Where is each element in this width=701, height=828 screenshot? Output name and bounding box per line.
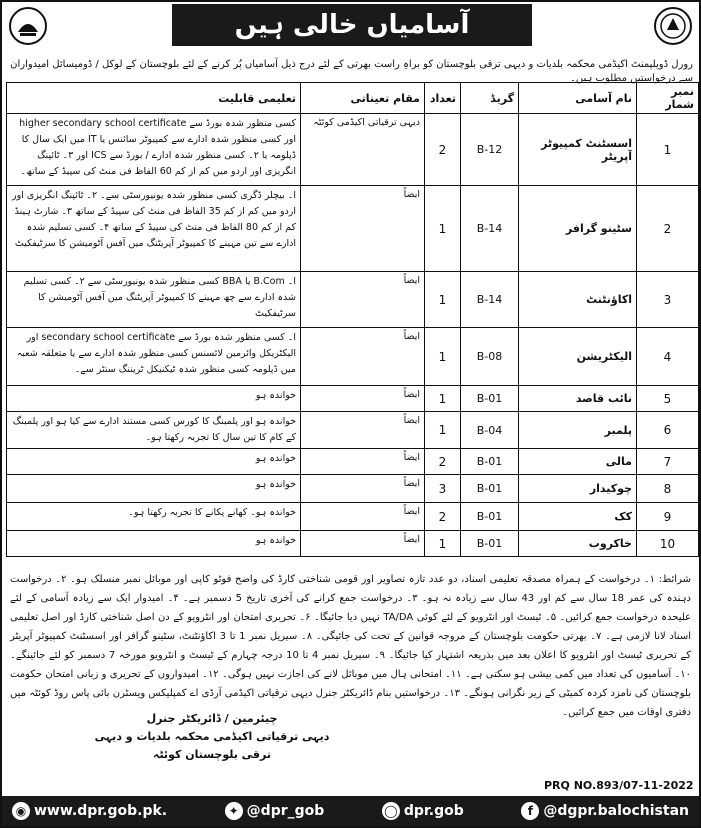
cell-serial: 4 bbox=[637, 328, 699, 386]
facebook-link[interactable] bbox=[521, 802, 689, 820]
cell-grade: B-14 bbox=[461, 186, 519, 272]
cell-place: ایضاً bbox=[301, 328, 425, 386]
table-row bbox=[7, 186, 699, 272]
cell-serial: 6 bbox=[637, 412, 699, 449]
cell-grade: B-14 bbox=[461, 272, 519, 328]
intro-text: رورل ڈویلپمنٹ اکیڈمی محکمہ بلدیات و دیہی ترقی بلوچستان کو براہِ راست بھرتی کے لئے درج ذیل آسامیاں پُر کرنے کے لئے بلوچستان کے لوکل / ڈومیسائل امیدواران سے درخواستیں مطلوب ہیں۔ bbox=[10, 59, 693, 84]
cell-place: دیہی ترقیاتی اکیڈمی کوئٹہ bbox=[301, 114, 425, 186]
cell-qty: 2 bbox=[425, 114, 461, 186]
page-title: آسامیاں خالی ہیں bbox=[172, 4, 532, 46]
cell-qualification: ا۔ بیچلر ڈگری کسی منظور شدہ یونیورسٹی سے۔ ۲۔ ٹائپنگ انگریزی اور اردو میں کم از کم 35 الفاظ فی منٹ کی سپیڈ کے ساتھ ۳۔ شارٹ ہینڈ کم از کم 80 الفاظ فی منٹ کی سپیڈ کے ساتھ ۴۔ کسی تسلیم شدہ ادارے سے تین مہینے کا کمپیوٹر آپریٹنگ میں آفس آٹومیشن کا سرٹیفکیٹ bbox=[7, 186, 301, 272]
twitter-icon: ✦ bbox=[225, 802, 243, 820]
cell-qty: 1 bbox=[425, 272, 461, 328]
header-grade: گریڈ bbox=[461, 83, 519, 114]
header-serial: نمبر شمار bbox=[637, 83, 699, 114]
facebook-handle: @dgpr.balochistan bbox=[543, 803, 689, 819]
cell-qualification: خواندہ ہو۔ کھانے پکانے کا تجربہ رکھتا ہو۔ bbox=[7, 503, 301, 531]
cell-qty: 1 bbox=[425, 531, 461, 557]
government-emblem-left bbox=[8, 6, 48, 46]
cell-post: الیکٹریشن bbox=[519, 328, 637, 386]
table-header-row bbox=[7, 83, 699, 114]
cell-qualification: خواندہ ہو اور پلمبنگ کا کورس کسی مستند ادارے سے کیا ہو اور پلمبنگ کے کام کا تین سال کا تجربہ رکھتا ہو۔ bbox=[7, 412, 301, 449]
cell-grade: B-01 bbox=[461, 503, 519, 531]
cell-qty: 1 bbox=[425, 412, 461, 449]
website-text: www.dpr.gob.pk. bbox=[34, 803, 168, 819]
table-row bbox=[7, 449, 699, 475]
instagram-icon: ◯ bbox=[382, 802, 400, 820]
header-post: نام آسامی bbox=[519, 83, 637, 114]
signature-block bbox=[82, 710, 342, 764]
cell-serial: 2 bbox=[637, 186, 699, 272]
cell-place: ایضاً bbox=[301, 475, 425, 503]
cell-grade: B-01 bbox=[461, 386, 519, 412]
vacancies-table bbox=[6, 82, 699, 557]
cell-grade: B-01 bbox=[461, 475, 519, 503]
cell-post: چوکیدار bbox=[519, 475, 637, 503]
cell-place: ایضاً bbox=[301, 386, 425, 412]
cell-serial: 8 bbox=[637, 475, 699, 503]
cell-grade: B-04 bbox=[461, 412, 519, 449]
cell-qualification: خواندہ ہو bbox=[7, 449, 301, 475]
cell-qty: 1 bbox=[425, 186, 461, 272]
cell-grade: B-12 bbox=[461, 114, 519, 186]
cell-place: ایضاً bbox=[301, 449, 425, 475]
prq-number: PRQ NO.893/07-11-2022 bbox=[544, 779, 694, 792]
cell-serial: 1 bbox=[637, 114, 699, 186]
cell-qty: 2 bbox=[425, 503, 461, 531]
cell-qty: 3 bbox=[425, 475, 461, 503]
signature-department: دیہی ترقیاتی اکیڈمی محکمہ بلدیات و دیہی ترقی بلوچستان کوئٹہ bbox=[94, 730, 330, 761]
header-qty: تعداد bbox=[425, 83, 461, 114]
cell-qty: 1 bbox=[425, 328, 461, 386]
footer-bar bbox=[2, 796, 699, 826]
cell-grade: B-01 bbox=[461, 531, 519, 557]
instagram-handle: dpr.gob bbox=[403, 803, 464, 819]
table-row bbox=[7, 272, 699, 328]
facebook-icon: f bbox=[521, 802, 539, 820]
instagram-link[interactable] bbox=[382, 802, 464, 820]
cell-place: ایضاً bbox=[301, 186, 425, 272]
cell-qualification: خواندہ ہو bbox=[7, 386, 301, 412]
cell-qualification: ا۔ کسی منظور شدہ بورڈ سے secondary school certificate اور الیکٹریکل وائرمین لائسنس کسی منظور شدہ ادارے سے یا متعلقہ شعبہ میں ڈپلومہ کسی منظور شدہ ٹیکنیکل ٹریننگ سنٹر سے۔ bbox=[7, 328, 301, 386]
cell-grade: B-01 bbox=[461, 449, 519, 475]
cell-post: اکاؤنٹنٹ bbox=[519, 272, 637, 328]
cell-qualification: خواندہ ہو bbox=[7, 531, 301, 557]
cell-grade: B-08 bbox=[461, 328, 519, 386]
cell-post: سٹینو گرافر bbox=[519, 186, 637, 272]
cell-place: ایضاً bbox=[301, 531, 425, 557]
cell-qualification: ا۔ B.Com یا BBA کسی منظور شدہ یونیورسٹی سے ۲۔ کسی تسلیم شدہ ادارے سے چھ مہینے کا کمپیوٹر آپریٹنگ میں آفس آٹومیشن کا سرٹیفکیٹ bbox=[7, 272, 301, 328]
cell-place: ایضاً bbox=[301, 272, 425, 328]
header-place: مقام تعیناتی bbox=[301, 83, 425, 114]
cell-place: ایضاً bbox=[301, 412, 425, 449]
website-link[interactable] bbox=[12, 802, 167, 820]
cell-serial: 10 bbox=[637, 531, 699, 557]
department-emblem-right bbox=[653, 6, 693, 46]
cell-post: خاکروب bbox=[519, 531, 637, 557]
cell-post: نائب قاصد bbox=[519, 386, 637, 412]
table-row bbox=[7, 114, 699, 186]
cell-post: اسسٹنٹ کمپیوٹر آپریٹر bbox=[519, 114, 637, 186]
cell-qty: 1 bbox=[425, 386, 461, 412]
table-row bbox=[7, 412, 699, 449]
cell-serial: 9 bbox=[637, 503, 699, 531]
table-row bbox=[7, 503, 699, 531]
cell-place: ایضاً bbox=[301, 503, 425, 531]
cell-serial: 5 bbox=[637, 386, 699, 412]
cell-serial: 7 bbox=[637, 449, 699, 475]
cell-qty: 2 bbox=[425, 449, 461, 475]
globe-icon: ◉ bbox=[12, 802, 30, 820]
header-qualification: تعلیمی قابلیت bbox=[7, 83, 301, 114]
signature-title: چیئرمین / ڈائریکٹر جنرل bbox=[146, 712, 278, 725]
table-row bbox=[7, 475, 699, 503]
cell-post: مالی bbox=[519, 449, 637, 475]
cell-qualification: کسی منظور شدہ بورڈ سے higher secondary school certificate اور کسی منظور شدہ ادارے سے کمپیوٹر سائنس یا IT میں ایک سال کا ڈپلومہ یا ۲۔ کسی منظور شدہ ادارے / بورڈ سے ICS اور ۳۔ ٹائپنگ انگریزی اور اردو میں کم از کم 60 الفاظ فی منٹ کی سپیڈ کے ساتھ۔ bbox=[7, 114, 301, 186]
cell-post: کک bbox=[519, 503, 637, 531]
cell-post: پلمبر bbox=[519, 412, 637, 449]
cell-serial: 3 bbox=[637, 272, 699, 328]
cell-qualification: خواندہ ہو bbox=[7, 475, 301, 503]
table-row bbox=[7, 531, 699, 557]
twitter-link[interactable] bbox=[225, 802, 325, 820]
table-row bbox=[7, 386, 699, 412]
twitter-handle: @dpr_gob bbox=[246, 803, 325, 819]
terms-and-conditions: شرائط: ۱۔ درخواست کے ہمراہ مصدقہ تعلیمی اسناد، دو عدد تازہ تصاویر اور قومی شناختی کارڈ کی واضح فوٹو کاپی اور موبائل نمبر منسلک ہو۔ ۲۔ درخواست دہندہ کی عمر 18 سال سے کم اور 43 سال سے زیادہ نہ ہو۔ ۳۔ درخواست جمع کرانے کی آخری تاریخ 5 دسمبر ہے۔ ۴۔ امیدوار ایک سے زیادہ آسامی کے لئے علیحدہ درخواست جمع کرائیں۔ ۵۔ ٹیسٹ اور انٹرویو کے لئے کوئی TA/DA نہیں دیا جائیگا۔ ۶۔ تحریری امتحان اور انٹرویو کے دن اصل شناختی کارڈ اور اصل تعلیمی اسناد لانا لازمی ہے۔ ۷۔ بھرتی حکومت بلوچستان کے مروجہ قوانین کے تحت کی جائیگی۔ ۸۔ سیریل نمبر 1 تا 3 اکاؤنٹنٹ، سٹینو گرافر اور اسسٹنٹ کمپیوٹر آپریٹر کے تحریری ٹیسٹ اور انٹرویو کا اعلان بعد میں بذریعہ اشتہار کیا جائیگا۔ ۹۔ سیریل نمبر 4 تا 10 درجہ چہارم کے ٹیسٹ و انٹرویو مورخہ 7 دسمبر کو لئے جائینگے۔ ۱۰۔ آسامیوں کی تعداد میں کمی بیشی ہو سکتی ہے۔ ۱۱۔ امتحانی ہال میں موبائل لانے کی اجازت نہیں ہوگی۔ ۱۲۔ امیدواروں کے تحریری و زبانی امتحان حکومت بلوچستان کی نامزد کردہ کمیٹی کے زیر نگرانی ہونگے۔ ۱۳۔ درخواستیں بنام ڈائریکٹر جنرل دیہی ترقیاتی اکیڈمی آرڈی اے کمپلیکس ویسٹرن بائی پاس روڈ کوئٹہ میں دفتری اوقات میں جمع کرائیں۔ bbox=[10, 574, 692, 718]
table-row bbox=[7, 328, 699, 386]
